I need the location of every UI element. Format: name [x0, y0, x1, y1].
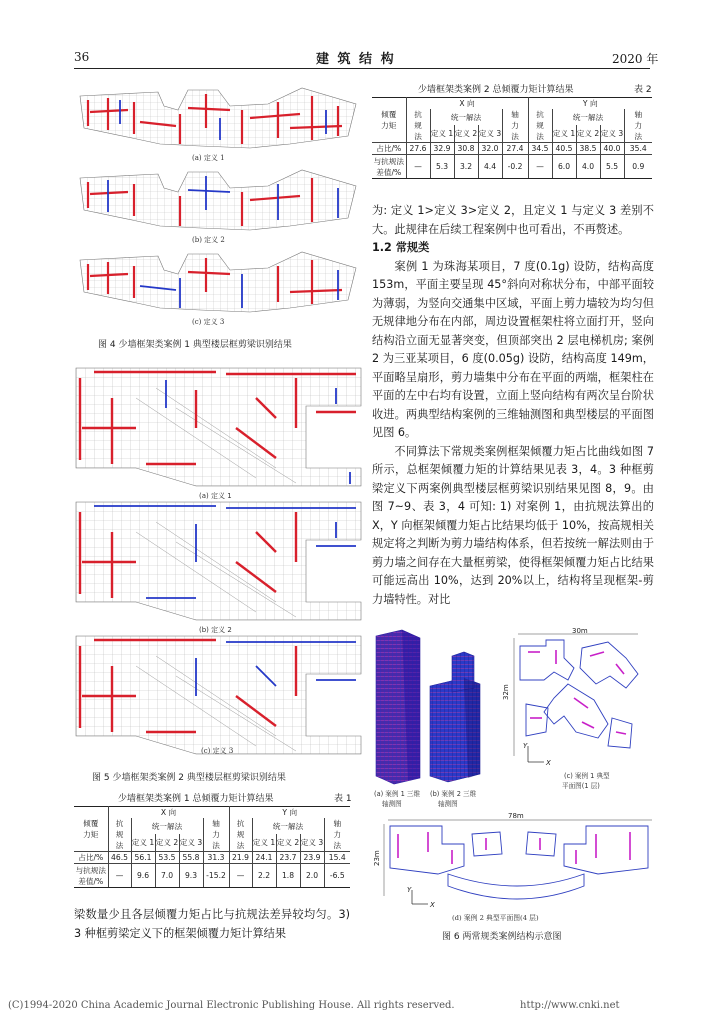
- figure-4-plans: [74, 80, 364, 330]
- fig4-plan-b: [80, 170, 356, 230]
- header-rule: [74, 68, 650, 69]
- table-cell: 1.8: [276, 864, 300, 888]
- fig6-sub-c-line2: 平面图(1 层): [562, 782, 600, 790]
- year: 2020 年: [612, 52, 659, 66]
- table-2-def: 定义 3: [478, 125, 502, 142]
- table-2-row-label: 占比/%: [372, 143, 406, 155]
- table-cell: 5.3: [430, 155, 454, 179]
- table-1-def: 定义 3: [179, 834, 203, 851]
- table-cell: 27.6: [406, 143, 430, 155]
- fig6-axis-x-c: X: [546, 759, 551, 767]
- fig6-dim-c-width: 30m: [572, 628, 588, 635]
- table-1-unified-y: 统一解法: [252, 818, 324, 834]
- fig5-plan-b: [76, 502, 361, 620]
- table-1-unified-x: 统一解法: [131, 818, 203, 834]
- table-cell: 4.0: [576, 155, 600, 179]
- table-2-def: 定义 2: [576, 125, 600, 142]
- table-cell: -6.5: [324, 864, 350, 888]
- table-1-title: 少墙框架类案例 1 总倾覆力矩计算结果: [118, 794, 274, 804]
- table-2-def: 定义 1: [552, 125, 576, 142]
- page-number: 36: [74, 50, 90, 64]
- table-2-def: 定义 1: [430, 125, 454, 142]
- table-cell: 30.8: [454, 143, 478, 155]
- table-1-def: 定义 1: [131, 834, 155, 851]
- table-2-unified-y: 统一解法: [552, 109, 624, 125]
- table-2-unified-x: 统一解法: [430, 109, 502, 125]
- fig5-subcap-a: (a) 定义 1: [199, 492, 232, 500]
- table-2-row-label: 与抗规法差值/%: [372, 155, 406, 179]
- table-cell: 9.6: [131, 864, 155, 888]
- table-1-def: 定义 2: [155, 834, 179, 851]
- fig6-sub-b-line2: 轴测图: [438, 800, 458, 808]
- table-cell: 7.0: [155, 864, 179, 888]
- table-2-code-y: 抗规法: [528, 109, 552, 143]
- table-cell: 40.0: [600, 143, 624, 155]
- table-1-label: 表 1: [334, 794, 352, 804]
- fig6-plan-case1: [502, 628, 638, 767]
- table-1-x-header: X 向: [108, 807, 229, 819]
- table-cell: 4.4: [478, 155, 502, 179]
- fig4-subcap-b: (b) 定义 2: [192, 236, 225, 244]
- fig6-axis-x-d: X: [430, 901, 435, 909]
- fig6-dim-c-height: 32m: [502, 684, 510, 700]
- table-2: [372, 97, 652, 179]
- fig4-plan-c: [80, 252, 356, 312]
- fig6-dim-d-width: 78m: [508, 812, 524, 820]
- table-cell: 21.9: [229, 852, 252, 864]
- fig4-subcap-a: (a) 定义 1: [192, 154, 225, 162]
- table-1-code-x: 抗规法: [108, 818, 131, 852]
- fig5-subcap-b: (b) 定义 2: [199, 626, 232, 634]
- table-cell: 38.5: [576, 143, 600, 155]
- fig6-sub-a-line2: 轴测图: [382, 800, 402, 808]
- fig6-sub-a-line1: (a) 案例 1 三维: [374, 790, 421, 798]
- table-row: [372, 155, 652, 179]
- table-cell: 34.5: [528, 143, 552, 155]
- table-1-def: 定义 1: [252, 834, 276, 851]
- table-1-row-label: 与抗规法差值/%: [74, 864, 108, 888]
- table-2-code-x: 抗规法: [406, 109, 430, 143]
- fig6-plan-case2: [373, 812, 652, 909]
- table-cell: 15.4: [324, 852, 350, 864]
- table-cell: 23.7: [276, 852, 300, 864]
- table-1-axial-y: 轴力法: [333, 819, 342, 850]
- table-cell: 2.2: [252, 864, 276, 888]
- table-cell: 31.3: [203, 852, 229, 864]
- table-2-axial-x: 轴力法: [502, 109, 528, 143]
- figure-4-caption: 图 4 少墙框架类案例 1 典型楼层框剪梁识别结果: [98, 340, 292, 350]
- table-2-title: 少墙框架类案例 2 总倾覆力矩计算结果: [418, 85, 574, 95]
- fig6-3d-case2: [430, 652, 480, 782]
- table-1-def: 定义 3: [300, 834, 324, 851]
- table-cell: 46.5: [108, 852, 131, 864]
- table-cell: 2.0: [300, 864, 324, 888]
- table-cell: -0.2: [502, 155, 528, 179]
- figure-6: [368, 628, 658, 918]
- table-cell: —: [108, 864, 131, 888]
- table-1: [74, 806, 350, 888]
- table-cell: 40.5: [552, 143, 576, 155]
- table-cell: 24.1: [252, 852, 276, 864]
- table-cell: 3.2: [454, 155, 478, 179]
- fig5-plan-a: [76, 368, 361, 486]
- figure-5-caption: 图 5 少墙框架类案例 2 典型楼层框剪梁识别结果: [92, 773, 286, 783]
- fig6-axis-y-c: Y: [523, 742, 528, 750]
- table-2-def: 定义 2: [454, 125, 478, 142]
- figure-6-drawings: [368, 628, 658, 918]
- table-cell: 32.0: [478, 143, 502, 155]
- fig5-plan-c: [76, 636, 361, 754]
- figure-5-plans: [74, 362, 364, 762]
- fig5-subcap-c: (c) 定义 3: [201, 747, 234, 755]
- table-cell: 6.0: [552, 155, 576, 179]
- table-2-def: 定义 3: [600, 125, 624, 142]
- paragraph-continued: 为: 定义 1>定义 3>定义 2，且定义 1 与定义 3 差别不大。此规律在后续工程案例中也可看出，不再赘述。: [372, 204, 654, 236]
- table-cell: —: [229, 864, 252, 888]
- fig4-subcap-c: (c) 定义 3: [192, 318, 225, 326]
- left-paragraph: 梁数量少且各层倾覆力矩占比与抗规法差异较均匀。3) 3 种框剪梁定义下的框架倾覆力矩计算结果: [74, 908, 350, 940]
- table-2-y-header: Y 向: [528, 98, 652, 110]
- fig6-sub-c-line1: (c) 案例 1 典型: [564, 772, 610, 780]
- paragraph-analysis: 不同算法下常规类案例框架倾覆力矩占比曲线如图 7 所示，总框架倾覆力矩的计算结果见表 3，4。3 种框剪梁定义下两案例典型楼层框剪梁识别结果见图 8，9。由图 7~9、表 3，4 可知: 1) 对案例 1，由抗规法算出的 X，Y 向框架倾覆力矩占比结果均低于 10%，按高规相关规定将之判断为剪力墙结构体系，但若按统一解法则由于剪力墙之间存在大量框剪梁，使得框架倾覆力矩占比结果可能远高出 10%，达到 20%以上，结构将呈现框架-剪力墙特性。对比: [372, 444, 654, 606]
- table-1-code-y: 抗规法: [229, 818, 252, 852]
- figure-6-caption: 图 6 两常规类案例结构示意图: [442, 932, 562, 942]
- table-2-corner: 倾覆力矩: [372, 98, 406, 143]
- table-cell: 53.5: [155, 852, 179, 864]
- table-1-row-label: 占比/%: [74, 852, 108, 864]
- fig6-sub-b-line1: (b) 案例 2 三维: [430, 790, 477, 798]
- table-cell: 56.1: [131, 852, 155, 864]
- table-cell: 23.9: [300, 852, 324, 864]
- fig6-sub-d: (d) 案例 2 典型平面图(4 层): [452, 914, 539, 922]
- table-2-axial-y: 轴力法: [634, 110, 643, 141]
- table-cell: 5.5: [600, 155, 624, 179]
- paragraph-case-description: 案例 1 为珠海某项目，7 度(0.1g) 设防，结构高度 153m，平面主要呈现 45°斜向对称状分布，中部平面较为薄弱，为竖向交通集中区域，平面上剪力墙较为均匀但无规律地分布在内部，周边设置框架柱将立面打开，竖向结构沿立面无显著突变，但顶部突出 2 层电梯机房; 案例 2 为三亚某项目，6 度(0.05g) 设防，结构高度 149m，平面略呈扇形，剪力墙集中分布在平面的两端，框架柱在平面的左中右均有设置，立面上竖向结构有两次呈台阶状收进。两典型结构案例的三维轴测图和典型楼层的平面图见图 6。: [372, 259, 654, 439]
- figure-5: [74, 362, 364, 762]
- journal-title: 建 筑 结 构: [316, 52, 396, 67]
- fig6-dim-d-height: 23m: [373, 850, 381, 866]
- table-row: [372, 143, 652, 155]
- table-cell: 32.9: [430, 143, 454, 155]
- table-cell: 27.4: [502, 143, 528, 155]
- table-2-x-header: X 向: [406, 98, 528, 110]
- table-2-label: 表 2: [634, 85, 652, 95]
- section-heading: 1.2 常规类: [372, 241, 430, 254]
- table-1-def: 定义 2: [276, 834, 300, 851]
- right-column-text: [372, 202, 654, 609]
- table-cell: 55.8: [179, 852, 203, 864]
- copyright-footer: (C)1994-2020 China Academic Journal Electronic Publishing House. All rights reserved.: [8, 1000, 455, 1011]
- table-cell: 0.9: [624, 155, 652, 179]
- table-cell: 9.3: [179, 864, 203, 888]
- figure-4: [74, 80, 364, 330]
- fig6-axis-y-d: Y: [407, 886, 412, 894]
- table-row: [74, 864, 350, 888]
- table-row: [74, 852, 350, 864]
- footer-url: http://www.cnki.net: [520, 1000, 620, 1011]
- fig4-plan-a: [80, 88, 356, 148]
- table-cell: —: [406, 155, 430, 179]
- fig6-3d-case1: [376, 630, 420, 784]
- table-cell: 35.4: [624, 143, 652, 155]
- table-1-corner: 倾覆力矩: [74, 807, 108, 852]
- table-cell: -15.2: [203, 864, 229, 888]
- table-1-y-header: Y 向: [229, 807, 350, 819]
- table-1-axial-x: 轴力法: [203, 818, 229, 852]
- table-cell: —: [528, 155, 552, 179]
